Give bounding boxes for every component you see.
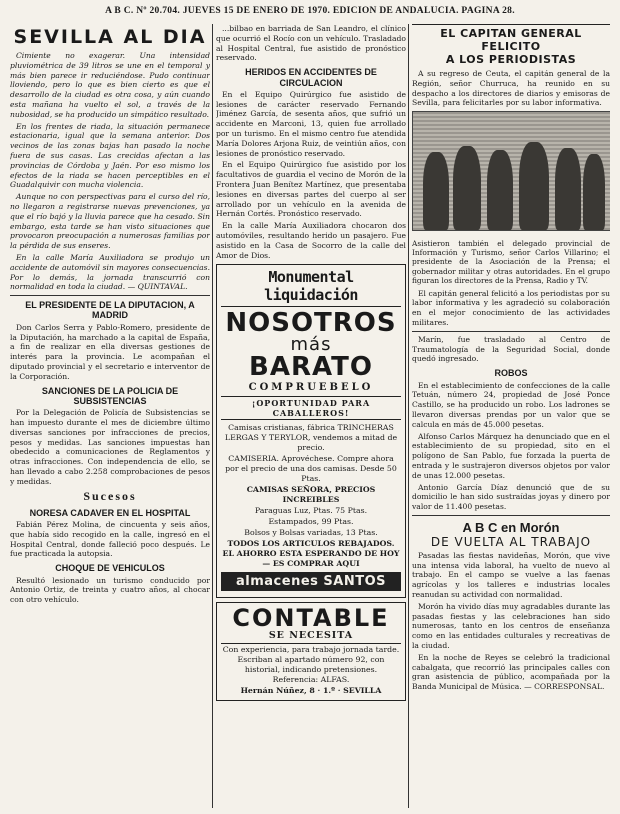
ad2-body: Con experiencia, para trabajo jornada tarde. Escriban al apartado número 92, con historial, indicando pretensiones. Referencia: ALFAS.: [222, 645, 400, 685]
headline-sanciones: SANCIONES DE LA POLICIA DE SUBSISTENCIAS: [41, 385, 179, 406]
ad-line: Paraguas Luz, Ptas. 75 Ptas.: [254, 506, 368, 516]
article-paragraph: Pasadas las fiestas navideñas, Morón, que vive una intensa vida laboral, ha vuelto de nuevo al trabajo. En el campo se vuelve a las faenas agrícolas y los talleres e industrias locales reanudan su actividad con normalidad.: [412, 550, 610, 600]
newspaper-page: [10, 6, 610, 808]
advertisement-contable: [216, 602, 406, 701]
article-paragraph: Don Carlos Serra y Pablo-Romero, presidente de la Diputación, ha marchado a la capital de España, a fin de realizar en ella diversas gestiones de interés para la provincia. Le acompañan el diputado provincial y el secretario e interventor de la Corporación.: [10, 322, 210, 381]
ad-line: CAMISERIA. Aprovéchese. Compre ahora por el precio de una dos camisas. Desde 50 Ptas.: [225, 454, 397, 484]
headline-vuelta-trabajo: DE VUELTA AL TRABAJO: [430, 534, 592, 549]
article-paragraph: En el Equipo Quirúrgico fue asistido por los facultativos de guardia el vecino de Morón de la Frontera Juan Benítez Martínez, que presentaba lesiones en diversas partes del cuerpo al ser arrollado por un vehículo en la avenida de Hernán Cortés. Pronóstico reservado.: [216, 160, 406, 219]
article-paragraph: Alfonso Carlos Márquez ha denunciado que en el establecimiento de su propiedad, sito en el polígono de San Pablo, fue forzada la puerta de entrada y le sustrajeron diversos objetos por valor de unas 12.000 pesetas.: [412, 431, 610, 480]
photo-caption: Asistieron también el delegado provincial de Información y Turismo, señor Carlos Villarino; el presidente de la Asociación de la Prensa; el gobernador militar y otras autoridades. En el grupo figuran los directores de la Prensa, Radio y TV.: [412, 238, 610, 286]
news-photo: [412, 111, 610, 231]
ad-headline: más: [290, 334, 332, 356]
masthead: A B C. Nº 20.704. JUEVES 15 DE ENERO DE 1970. EDICION DE ANDALUCIA. PAGINA 28.: [105, 6, 515, 16]
ad2-headline: CONTABLE: [232, 604, 390, 633]
ad-headline: NOSOTROS: [225, 308, 397, 339]
divider: [412, 331, 610, 332]
ad-special: ¡OPORTUNIDAD PARA CABALLEROS!: [221, 396, 401, 420]
article-paragraph: En el establecimiento de confecciones de la calle Tetuán, número 24, propiedad de José Ponce Castillo, se ha producido un robo. Los ladrones se llevaron diversas prendas por un valor que se calcula en más de 45.000 pesetas.: [412, 380, 610, 429]
section-title: SEVILLA AL DIA: [13, 26, 207, 48]
article-paragraph: Fabián Pérez Molina, de cincuenta y seis años, que había sido recogido en la calle, ingresó en el Hospital Central, donde falleció poco después. Le fue practicada la autopsia.: [10, 520, 210, 559]
column-rule: [212, 24, 213, 808]
article-paragraph: Marín, fue trasladado al Centro de Traumatología de la Seguridad Social, donde quedó ingresado.: [412, 334, 610, 364]
column-rule: [408, 24, 409, 808]
article-paragraph: En la noche de Reyes se celebró la tradicional cabalgata, que recorrió las principales calles con gran asistencia de público, acompañada por la Banda Municipal de Música. — CORRESPONSAL.: [412, 652, 610, 692]
article-paragraph: En la calle María Auxiliadora se produjo un accidente de automóvil sin mayores consecuencias. Por lo demás, la jornada transcurrió con normalidad en toda la ciudad. — QUINTAVAL.: [10, 252, 210, 292]
ad-banner: Monumental liquidación: [221, 268, 401, 307]
article-intro: Cimiente no exagerar. Una intensidad pluviométrica de 39 litros se une en el temporal y más bien parece ir reduciéndose. Pudo continuar lloviendo, pero lo que es bien cierto es que el desarrollo de la ciudad es otra cosa, y aún cuando esta mañana ha vuelto el sol, a través de la nubosidad, se ha producido un simpático resultado.: [10, 51, 210, 119]
headline-robos: ROBOS: [494, 368, 528, 379]
column-sevilla-al-dia: [10, 24, 210, 808]
headline-presidente: EL PRESIDENTE DE LA DIPUTACION, A MADRID: [25, 300, 195, 321]
ad2-subheadline: SE NECESITA: [221, 630, 401, 644]
article-paragraph: El capitán general felicitó a los periodistas por su labor informativa y les agradeció su colaboración en el mejor conocimiento de las actividades militares.: [412, 288, 610, 327]
headline-abc-moron: A B C en Morón: [462, 519, 560, 535]
column-middle: [216, 24, 406, 808]
ad2-address: Hernán Núñez, 8 · 1.º · SEVILLA: [240, 686, 382, 696]
article-intro: A su regreso de Ceuta, el capitán general de la Región, señor Churruca, ha reunido en su despacho a los directores de diarios y emisoras de Sevilla, para felicitarles por su labor informativa.: [412, 69, 610, 108]
headline-capitan: EL CAPITAN GENERAL FELICITO: [412, 24, 610, 53]
headline-choque: CHOQUE DE VEHICULOS: [55, 563, 165, 574]
divider: [10, 295, 210, 296]
article-paragraph: En la calle María Auxiliadora chocaron dos automóviles, resultando herido un pasajero. Fue asistido en la Casa de Socorro de la calle del Amor de Dios.: [216, 221, 406, 260]
column-right: [412, 24, 610, 808]
article-paragraph: Aunque no con perspectivas para el curso del río, no llegaron a registrarse nuevas prevenciones, ya que el río bajó y la lluvia parece que ha cesado. Sin embargo, esta tarde se han visto situaciones que provocaron preocupación a numerosas familias por la pérdida de sus enseres.: [10, 192, 210, 251]
headline-sucesos: Sucesos: [83, 488, 137, 503]
ad-line: Estampados, 99 Ptas.: [268, 517, 354, 527]
article-paragraph: En los frentes de riada, la situación permanece estacionaria, igual que la semana anterior. Dos vecinos de las zonas bajas han pasado la noche fuera de sus casas. Las crecidas afectan a las provincias de Córdoba y Jaén. Por eso mismo los efectos de la riada se hacen perceptibles en el Guadalquivir con mucha violencia.: [10, 121, 210, 190]
ad-line: Bolsos y Bolsas variadas, 13 Ptas.: [244, 528, 378, 538]
ad-headline: BARATO: [249, 352, 373, 383]
article-paragraph: ...bilbao en barriada de San Leandro, el clínico que ocurrió el Rocío con un vehículo. Trasladado al Hospital Central, fue asistido de pronóstico reservado.: [216, 24, 406, 63]
article-paragraph: Resultó lesionado un turismo conducido por Antonio Ortiz, de treinta y cuatro años, al chocar con otro vehículo.: [10, 575, 210, 605]
article-paragraph: En el Equipo Quirúrgico fue asistido de lesiones de carácter reservado Fernando Jiménez García, de sesenta años, que sufrió un accidente en Marconi, 13, quien fue arrollado por un turismo. En el mismo centro fue atendida María Dolores Arjona Ruiz, de veintiún años, con lesiones de pronóstico reservado.: [216, 89, 406, 158]
ad-line: TODOS LOS ARTICULOS REBAJADOS. EL AHORRO ESTA ESPERANDO DE HOY — ES COMPRAR AQUI: [222, 539, 400, 569]
headline-heridos: HERIDOS EN ACCIDENTES DE CIRCULACION: [245, 67, 377, 88]
advertisement-liquidacion: [216, 264, 406, 598]
ad-subheadline: COMPRUEBELO: [248, 382, 374, 394]
headline-capitan-2: A LOS PERIODISTAS: [445, 53, 577, 66]
divider: [412, 515, 610, 516]
ad-line: Camisas cristianas, fábrica TRINCHERAS LERGAS Y TERYLOR, vendemos a mitad de precio.: [224, 423, 398, 453]
ad-store-name: almacenes SANTOS: [221, 572, 401, 591]
article-paragraph: Por la Delegación de Policía de Subsistencias se han impuesto durante el mes de diciembre último diversas sanciones por infracciones de precios, pesos y medidas. Las sanciones impuestas han obedecido a comunicaciones de Reglamentos y otras infracciones. Con independencia de ello, se han llevado a cabo 2.258 comprobaciones de pesos y medidas.: [10, 408, 210, 486]
article-paragraph: Antonio García Díaz denunció que de su domicilio le han sido sustraídas joyas y dinero por valor de 11.400 pesetas.: [412, 482, 610, 512]
ad-line: CAMISAS SEÑORA, PRECIOS INCREIBLES: [246, 485, 376, 505]
article-paragraph: Morón ha vivido días muy agradables durante las pasadas fiestas y las celebraciones han sido numerosas, tanto en los centros de enseñanza como en las entidades culturales y recreativas de la ciudad.: [412, 601, 610, 651]
headline-cadaver: NORESA CADAVER EN EL HOSPITAL: [29, 507, 191, 518]
